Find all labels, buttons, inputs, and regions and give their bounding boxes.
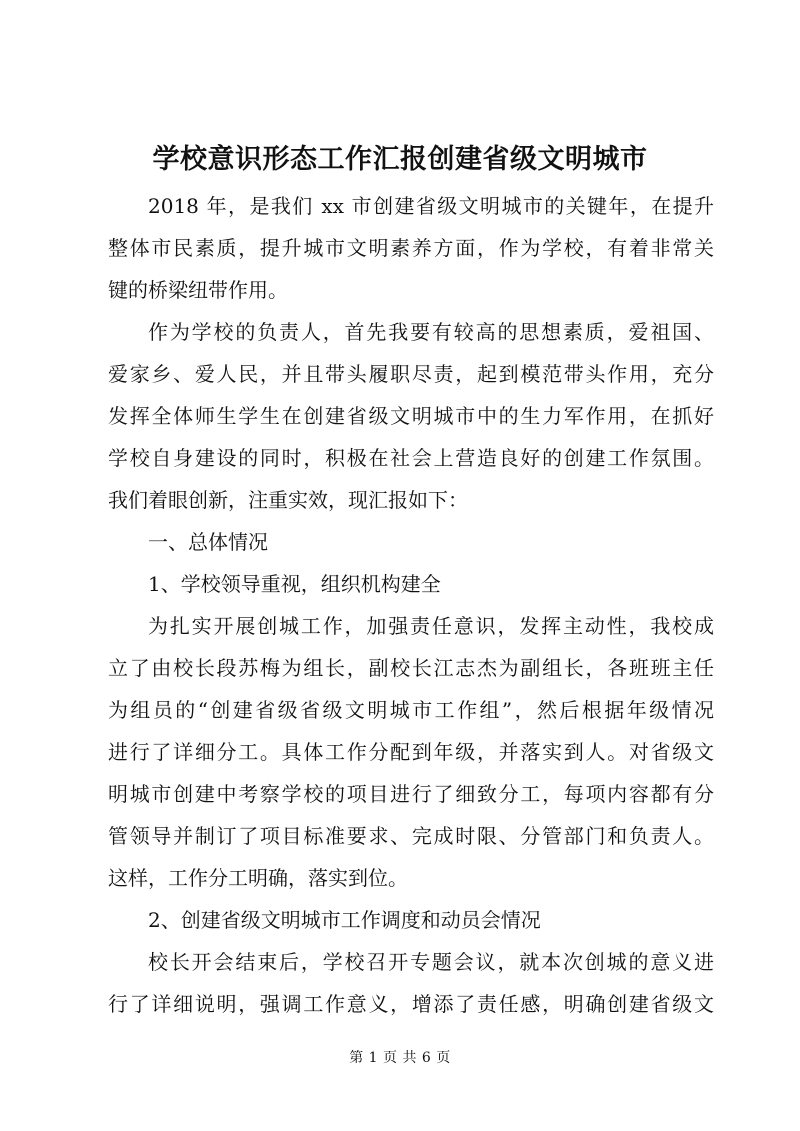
subsection-heading: 1、学校领导重视，组织机构建全 <box>148 572 441 596</box>
paragraph-line: 管领导并制订了项目标准要求、完成时限、分管部门和负责人。 <box>108 824 714 848</box>
paragraph-line: 立了由校长段苏梅为组长，副校长江志杰为副组长，各班班主任 <box>108 656 714 680</box>
paragraph-line: 键的桥梁纽带作用。 <box>108 278 288 302</box>
document-title: 学校意识形态工作汇报创建省级文明城市 <box>152 144 648 175</box>
page-footer: 第 1 页 共 6 页 <box>349 1050 451 1066</box>
document-body <box>108 188 714 1028</box>
paragraph-line: 整体市民素质，提升城市文明素养方面，作为学校，有着非常关 <box>108 236 714 260</box>
paragraph-line: 为组员的“创建省级省级文明城市工作组”，然后根据年级情况 <box>108 698 714 722</box>
paragraph-line: 学校自身建设的同时，积极在社会上营造良好的创建工作氛围。 <box>108 446 714 470</box>
paragraph-line: 进行了详细分工。具体工作分配到年级，并落实到人。对省级文 <box>108 740 714 764</box>
paragraph-line: 爱家乡、爱人民，并且带头履职尽责，起到模范带头作用，充分 <box>108 362 714 386</box>
paragraph-line: 发挥全体师生学生在创建省级文明城市中的生力军作用，在抓好 <box>108 404 714 428</box>
paragraph-line: 这样，工作分工明确，落实到位。 <box>108 866 408 890</box>
paragraph-line: 校长开会结束后，学校召开专题会议，就本次创城的意义进 <box>148 950 714 974</box>
paragraph-line: 我们着眼创新，注重实效，现汇报如下： <box>108 488 468 512</box>
paragraph-line: 作为学校的负责人，首先我要有较高的思想素质，爱祖国、 <box>148 320 714 344</box>
paragraph-line: 为扎实开展创城工作，加强责任意识，发挥主动性，我校成 <box>148 614 714 638</box>
paragraph-line: 明城市创建中考察学校的项目进行了细致分工，每项内容都有分 <box>108 782 714 806</box>
paragraph-line: 2018 年，是我们 xx 市创建省级文明城市的关键年，在提升 <box>148 194 714 218</box>
section-heading: 一、总体情况 <box>148 530 268 554</box>
paragraph-line: 行了详细说明，强调工作意义，增添了责任感，明确创建省级文 <box>108 992 714 1016</box>
subsection-heading: 2、创建省级文明城市工作调度和动员会情况 <box>148 908 541 932</box>
